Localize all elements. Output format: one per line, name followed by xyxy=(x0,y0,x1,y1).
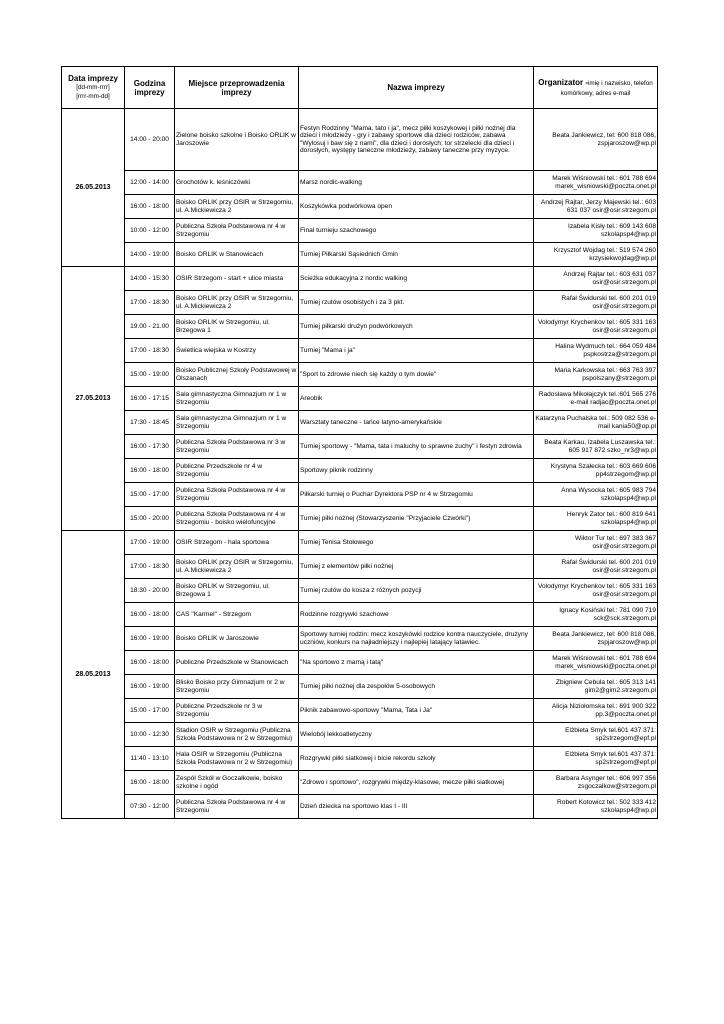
event-place: Świetlica wiejska w Kostrzy xyxy=(175,339,299,363)
event-row xyxy=(62,603,658,627)
event-time: 12:00 - 14:00 xyxy=(125,171,175,195)
header-organizer-sub: imię i nazwisko, telefon komórkowy, adres e-mail xyxy=(560,79,653,97)
event-place: Boisko Publicznej Szkoły Podstawowej w Olszanach xyxy=(175,363,299,387)
event-row xyxy=(62,483,658,507)
event-place: Publiczne Przedszkole nr 3 w Strzegomiu xyxy=(175,699,299,723)
event-organizer: Maria Karkowska tel.: 663 763 397 pspolszany@strzegom.pl xyxy=(534,363,658,387)
event-name: Scieżka edukacyjna z nordic walking xyxy=(299,267,534,291)
event-name: Turniej "Mama i ja" xyxy=(299,339,534,363)
event-row xyxy=(62,339,658,363)
event-place: OSIR Strzegom - start + ulice miasta xyxy=(175,267,299,291)
event-organizer: Andrzej Rajtar tel.: 603 631 037 osir@osir.strzegom.pl xyxy=(534,267,658,291)
event-time: 17:00 - 18:30 xyxy=(125,555,175,579)
event-place: Boisko ORLIK przy OSIR w Strzegomiu, ul. A.Mickiewicza 2 xyxy=(175,195,299,219)
event-time: 10:00 - 12:30 xyxy=(125,723,175,747)
event-name: Koszykówka podwórkowa open xyxy=(299,195,534,219)
header-date xyxy=(62,67,125,109)
event-row xyxy=(62,363,658,387)
header-time: Godzina imprezy xyxy=(125,67,175,109)
event-name: Sportowy turniej rodzin: mecz koszykówki rodzice kontra nauczyciele, drużyny uczniów, konkurs na najładniejszy i najlepiej latający latawiec. xyxy=(299,627,534,651)
event-place: Publiczna Szkoła Podstawowa nr 4 w Strzegomiu xyxy=(175,483,299,507)
event-organizer: Ignacy Kosiński tel.: 781 090 719 sck@sck.strzegom.pl xyxy=(534,603,658,627)
event-organizer: Rafał Świdurski tel. 600 201 019 osir@osir.strzegom.pl xyxy=(534,555,658,579)
event-row xyxy=(62,507,658,531)
event-time: 16:00 - 19:00 xyxy=(125,627,175,651)
event-row xyxy=(62,675,658,699)
event-organizer: Zbigniew Cebula tel.: 605 313 141 gim2@gim2.strzegom.pl xyxy=(534,675,658,699)
event-row xyxy=(62,109,658,171)
event-row xyxy=(62,723,658,747)
event-time: 15:00 - 19:00 xyxy=(125,363,175,387)
event-organizer: Robert Kotowicz tel.: 502 333 412 szkolapsp4@wp.pl xyxy=(534,795,658,819)
header-place: Miejsce przeprowadzenia imprezy xyxy=(175,67,299,109)
event-name: Festyn Rodzinny "Mama, tato i ja", mecz piłki koszykowej i piłki nożnej dla dzieci i młodzieży - gry i zabawy sportowe dla dzieci rodziców, zabawa "Wylosuj i baw się z nami", dla dzieci i dorosłych; tor strzelecki dla dzieci i dorosłych, występy taneczne młodzieży, zabawy taneczne przy myzyce. xyxy=(299,109,534,171)
event-name: Dzień dziecka na sportowo klas I - III xyxy=(299,795,534,819)
event-name: Turniej Tenisa Stołowego xyxy=(299,531,534,555)
event-organizer: Volodymyr Krychenkov tel.: 605 331 163 osir@osir.strzegom.pl xyxy=(534,579,658,603)
event-name: Turniej rzutów osobistych i za 3 pkt. xyxy=(299,291,534,315)
event-row xyxy=(62,651,658,675)
event-place: CAS "Karmel" - Strzegom xyxy=(175,603,299,627)
event-time: 15:00 - 17:00 xyxy=(125,699,175,723)
event-row xyxy=(62,747,658,771)
event-name: Rozgrywki piłki siatkowej i bicie rekordu szkoły xyxy=(299,747,534,771)
event-time: 16:00 - 17:15 xyxy=(125,387,175,411)
event-time: 16:00 - 17:30 xyxy=(125,435,175,459)
event-place: Zespół Szkół w Goczałkowie, boisko szkolne i ogód xyxy=(175,771,299,795)
event-organizer: Rafał Świdurski tel. 600 201 019 osir@osir.strzegom.pl xyxy=(534,291,658,315)
event-row xyxy=(62,699,658,723)
event-name: Rodzinne rozgrywki szachowe xyxy=(299,603,534,627)
event-place: Boisko ORLIK przy OSIR w Strzegomiu, ul. A.Mickiewicza 2 xyxy=(175,291,299,315)
event-name: "Na sportowo z mamą i tatą" xyxy=(299,651,534,675)
event-name: Turniej rzutów do kosza z różnych pozycji xyxy=(299,579,534,603)
event-time: 18:30 - 20:00 xyxy=(125,579,175,603)
event-name: Sportowy piknik rodzinny xyxy=(299,459,534,483)
event-place: Publiczna Szkoła Podstawowa nr 4 w Strzegomiu - boisko wielofuncyjne xyxy=(175,507,299,531)
event-place: Blisko Boisko przy Gimnazjum nr 2 w Strzegomiu xyxy=(175,675,299,699)
event-row xyxy=(62,267,658,291)
event-date: 28.05.2013 xyxy=(62,531,125,819)
event-organizer: Beata Karkau, Izabela Luszawska tel.: 605 917 872 szko_nr3@wp.pl xyxy=(534,435,658,459)
event-time: 17:30 - 18:45 xyxy=(125,411,175,435)
event-organizer: Beata Jankiewicz, tel: 600 818 086, zspjaroszow@wp.pl xyxy=(534,109,658,171)
event-row xyxy=(62,435,658,459)
event-organizer: Andrzej Rajtar, Jerzy Majewski tel.: 603 631 037 osir@osir.strzegom.pl xyxy=(534,195,658,219)
event-organizer: Katarzyna Puchalska tel.: 509 082 536 e-mail kania50@op.pl xyxy=(534,411,658,435)
event-place: Grochotów k. leśniczówki xyxy=(175,171,299,195)
event-place: Publiczne Przedszkole w Stanowicach xyxy=(175,651,299,675)
header-row xyxy=(62,67,658,109)
event-row xyxy=(62,771,658,795)
event-time: 10:00 - 12:00 xyxy=(125,219,175,243)
event-time: 16:00 - 18:00 xyxy=(125,651,175,675)
event-time: 16:00 - 18:00 xyxy=(125,459,175,483)
event-name: Turniej piłki nożnej dla zespołów 5-osobowych xyxy=(299,675,534,699)
event-organizer: Anna Wysocka tel.: 605 983 794 szkolapsp4@wp.pl xyxy=(534,483,658,507)
header-date-label: Data imprezy xyxy=(68,74,118,83)
event-time: 15:00 - 20:00 xyxy=(125,507,175,531)
event-time: 14:00 - 15:30 xyxy=(125,267,175,291)
event-organizer: Volodymyr Krychenkov tel.: 605 331 163 osir@osir.strzegom.pl xyxy=(534,315,658,339)
event-date: 27.05.2013 xyxy=(62,267,125,531)
event-row xyxy=(62,243,658,267)
event-row xyxy=(62,555,658,579)
event-time: 15:00 - 17:00 xyxy=(125,483,175,507)
event-name: "Sport to zdrowie niech się każdy o tym dowie" xyxy=(299,363,534,387)
event-place: Zielone boisko szkolne i Boisko ORLIK w Jaroszowie xyxy=(175,109,299,171)
event-time: 11:40 - 13:10 xyxy=(125,747,175,771)
event-name: Turniej Piłkarski Sąsiednich Gmin xyxy=(299,243,534,267)
event-name: "Zdrowo i sportowo", rozgrywki między-klasowe, mecze piłki siatkowej xyxy=(299,771,534,795)
event-time: 17:00 - 18:30 xyxy=(125,339,175,363)
event-row xyxy=(62,459,658,483)
event-row xyxy=(62,219,658,243)
event-place: Boisko ORLIK w Stanowicach xyxy=(175,243,299,267)
event-name: Marsz nordic-walking xyxy=(299,171,534,195)
event-name: Warsztaty taneczne - tańce latyno-amerykańskie xyxy=(299,411,534,435)
event-time: 14:00 - 19:00 xyxy=(125,243,175,267)
event-name: Turniej piłki nożnej (Stowarzyszenie "Przyjaciele Czwórki") xyxy=(299,507,534,531)
event-row xyxy=(62,387,658,411)
event-place: Sala gimnastyczna Gimnazjum nr 1 w Strzegomiu xyxy=(175,387,299,411)
event-row xyxy=(62,579,658,603)
event-time: 07:30 - 12:00 xyxy=(125,795,175,819)
event-place: OSIR Strzegom - hala sportowa xyxy=(175,531,299,555)
event-time: 16:00 - 18:00 xyxy=(125,195,175,219)
event-time: 16:00 - 19:00 xyxy=(125,675,175,699)
event-organizer: Alicja Niziołomska tel.: 691 900 322 pp.3@poczta.onet.pl xyxy=(534,699,658,723)
event-organizer: Elżbieta Smyk tel.601 437 371: sp2strzegom@epf.pl xyxy=(534,747,658,771)
event-name: Wielobój lekkoatletyczny xyxy=(299,723,534,747)
event-organizer: Barbara Asynger tel.: 606 997 356 zsgoczalkow@strzegom.pl xyxy=(534,771,658,795)
event-place: Publiczne Przedszkole nr 4 w Strzegomiu xyxy=(175,459,299,483)
event-place: Boisko ORLIK przy OSIR w Strzegomiu, ul. A.Mickiewicza 2 xyxy=(175,555,299,579)
event-row xyxy=(62,411,658,435)
event-row xyxy=(62,315,658,339)
event-row xyxy=(62,171,658,195)
event-time: 17:00 - 18:30 xyxy=(125,291,175,315)
event-time: 16:00 - 18:00 xyxy=(125,771,175,795)
event-organizer: Elżbieta Smyk tel.601 437 371: sp2strzegom@epf.pl xyxy=(534,723,658,747)
event-place: Publiczna Szkoła Podstawowa nr 4 w Strzegomiu xyxy=(175,795,299,819)
events-sheet xyxy=(61,66,657,819)
event-place: Boisko ORLIK w Strzegomiu, ul. Brzegowa 1 xyxy=(175,579,299,603)
event-place: Hala OSIR w Strzegomiu (Publiczna Szkoła Podstawowa nr 2 w Strzegomiu) xyxy=(175,747,299,771)
event-organizer: Halina Wydmuch tel.: 664 059 484 pspkostrza@strzegom.pl xyxy=(534,339,658,363)
header-date-format-1: [dd-mm-rrrr] xyxy=(76,84,110,91)
events-body xyxy=(62,109,658,819)
event-place: Publiczna Szkoła Podstawowa nr 4 w Strzegomiu xyxy=(175,219,299,243)
event-row xyxy=(62,195,658,219)
event-place: Sala gimnastyczna Gimnazjum nr 1 w Strzegomiu xyxy=(175,411,299,435)
event-organizer: Izabela Kisły tel.: 609 143 608 szkolapsp4@wp.pl xyxy=(534,219,658,243)
event-name: Areobik xyxy=(299,387,534,411)
event-organizer: Krzysztof Wojdag tel.: 519 574 260 krzysiekwojdag@wp.pl xyxy=(534,243,658,267)
event-name: Turniej sportowy - "Mama, tata i maluchy to sprawne zuchy" i festyn zdrowia xyxy=(299,435,534,459)
event-name: Finał turnieju szachowego xyxy=(299,219,534,243)
event-organizer: Henryk Zator tel.: 600 819 641 szkolapsp4@wp.pl xyxy=(534,507,658,531)
event-name: Turniej piłkarski drużyn podwórkowych xyxy=(299,315,534,339)
header-date-format-2: [rrrr-mm-dd] xyxy=(76,93,110,100)
header-organizer xyxy=(534,67,658,109)
events-table xyxy=(61,66,658,819)
event-organizer: Wiktor Tur tel.: 697 383 367 osir@osir.strzegom.pl xyxy=(534,531,658,555)
event-place: Boisko ORLIK w Jaroszowie xyxy=(175,627,299,651)
event-place: Stadion OSIR w Strzegomiu (Publiczna Szkoła Podstawowa nr 2 w Strzegomiu) xyxy=(175,723,299,747)
event-row xyxy=(62,795,658,819)
event-date: 26.05.2013 xyxy=(62,109,125,267)
event-place: Publiczna Szkoła Podstawowa nr 3 w Strzegomiu xyxy=(175,435,299,459)
event-organizer: Beata Jankiewicz, tel: 600 818 086, zspjaroszow@wp.pl xyxy=(534,627,658,651)
event-time: 14:00 - 20:00 xyxy=(125,109,175,171)
event-organizer: Marek Wiśniowski tel.: 601 788 694 marek_wisniowski@poczta.onet.pl xyxy=(534,651,658,675)
event-time: 16:00 - 18:00 xyxy=(125,603,175,627)
header-organizer-label: Organizator - xyxy=(538,77,589,87)
event-name: Piknik zabawowo-sportowy "Mama, Tata i Ja" xyxy=(299,699,534,723)
event-place: Boisko ORLIK w Strzegomiu, ul. Brzegowa 1 xyxy=(175,315,299,339)
event-organizer: Krystyna Szałecka tel.: 603 669 606 pp4strzegom@wp.pl xyxy=(534,459,658,483)
event-row xyxy=(62,627,658,651)
event-name: Piłkarski turniej o Puchar Dyrektora PSP nr 4 w Strzegomiu xyxy=(299,483,534,507)
event-row xyxy=(62,531,658,555)
event-time: 17:00 - 19:00 xyxy=(125,531,175,555)
event-row xyxy=(62,291,658,315)
event-name: Turniej z elementów piłki nożnej xyxy=(299,555,534,579)
header-name: Nazwa imprezy xyxy=(299,67,534,109)
event-organizer: Marek Wiśniowski tel.: 601 788 694 marek_wisniowski@poczta.onet.pl xyxy=(534,171,658,195)
event-organizer: Radosława Mikołajczyk tel.:601 565 276 e-mail radjac@poczta.onet.pl xyxy=(534,387,658,411)
event-time: 19.00 - 21.00 xyxy=(125,315,175,339)
